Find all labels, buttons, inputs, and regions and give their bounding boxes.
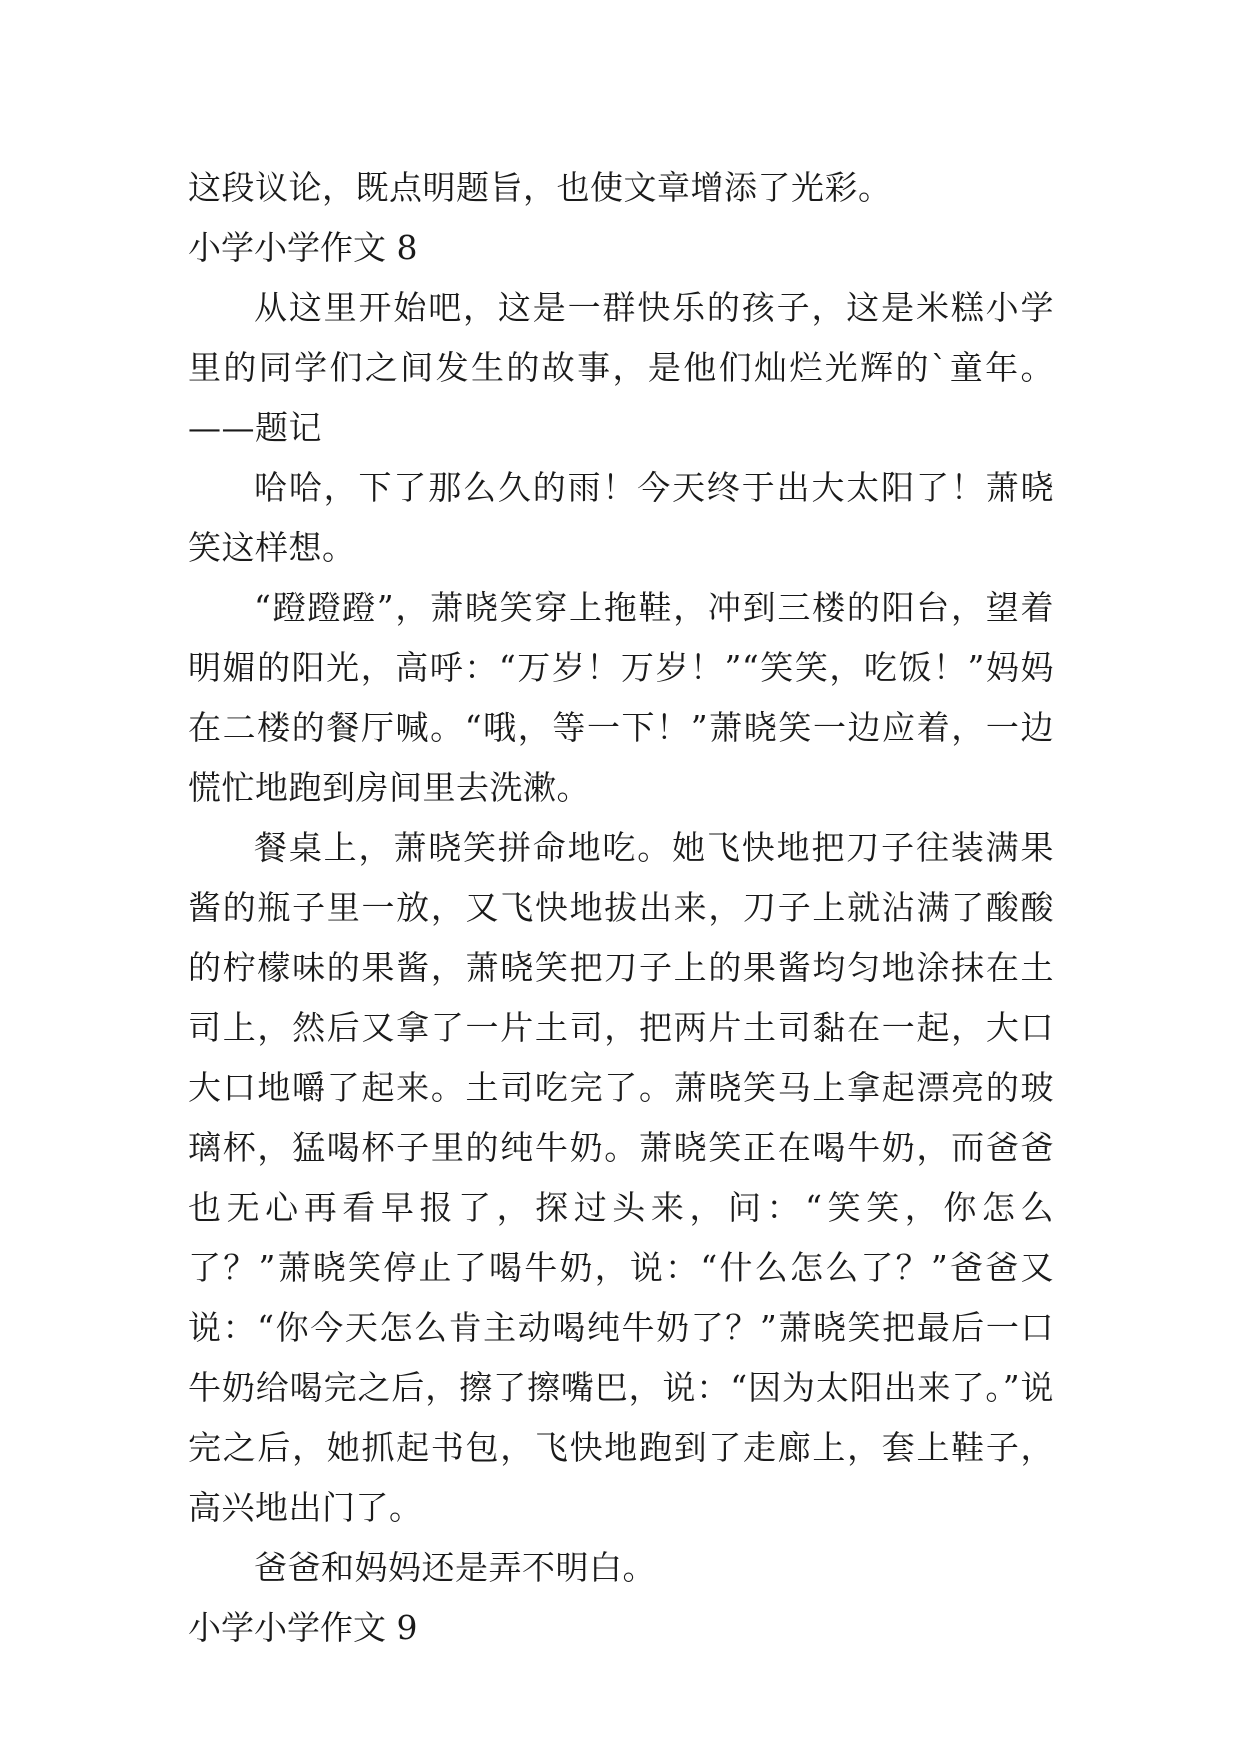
essay-heading: 小学小学作文 8 bbox=[188, 228, 418, 267]
document-page bbox=[188, 158, 1054, 1658]
paragraph: 爸爸和妈妈还是弄不明白。 bbox=[254, 1548, 656, 1587]
text-line: 这段议论，既点明题旨，也使文章增添了光彩。 bbox=[188, 168, 892, 207]
paragraph: 从这里开始吧，这是一群快乐的孩子，这是米糕小学里的同学们之间发生的故事，是他们灿烂光辉的`童年。——题记 bbox=[188, 288, 1054, 447]
paragraph: “蹬蹬蹬”，萧晓笑穿上拖鞋，冲到三楼的阳台，望着明媚的阳光，高呼：“万岁！万岁！”“笑笑，吃饭！”妈妈在二楼的餐厅喊。“哦，等一下！”萧晓笑一边应着，一边慌忙地跑到房间里去洗漱。 bbox=[188, 588, 1054, 807]
paragraph: 餐桌上，萧晓笑拼命地吃。她飞快地把刀子往装满果酱的瓶子里一放，又飞快地拔出来，刀子上就沾满了酸酸的柠檬味的果酱，萧晓笑把刀子上的果酱均匀地涂抹在土司上，然后又拿了一片土司，把两片土司黏在一起，大口大口地嚼了起来。土司吃完了。萧晓笑马上拿起漂亮的玻璃杯，猛喝杯子里的纯牛奶。萧晓笑正在喝牛奶，而爸爸也无心再看早报了，探过头来，问：“笑笑，你怎么了？”萧晓笑停止了喝牛奶，说：“什么怎么了？”爸爸又说：“你今天怎么肯主动喝纯牛奶了？”萧晓笑把最后一口牛奶给喝完之后，擦了擦嘴巴，说：“因为太阳出来了。”说完之后，她抓起书包，飞快地跑到了走廊上，套上鞋子，高兴地出门了。 bbox=[188, 828, 1054, 1527]
paragraph: 哈哈，下了那么久的雨！今天终于出大太阳了！萧晓笑这样想。 bbox=[188, 468, 1054, 567]
essay-heading: 小学小学作文 9 bbox=[188, 1608, 418, 1647]
